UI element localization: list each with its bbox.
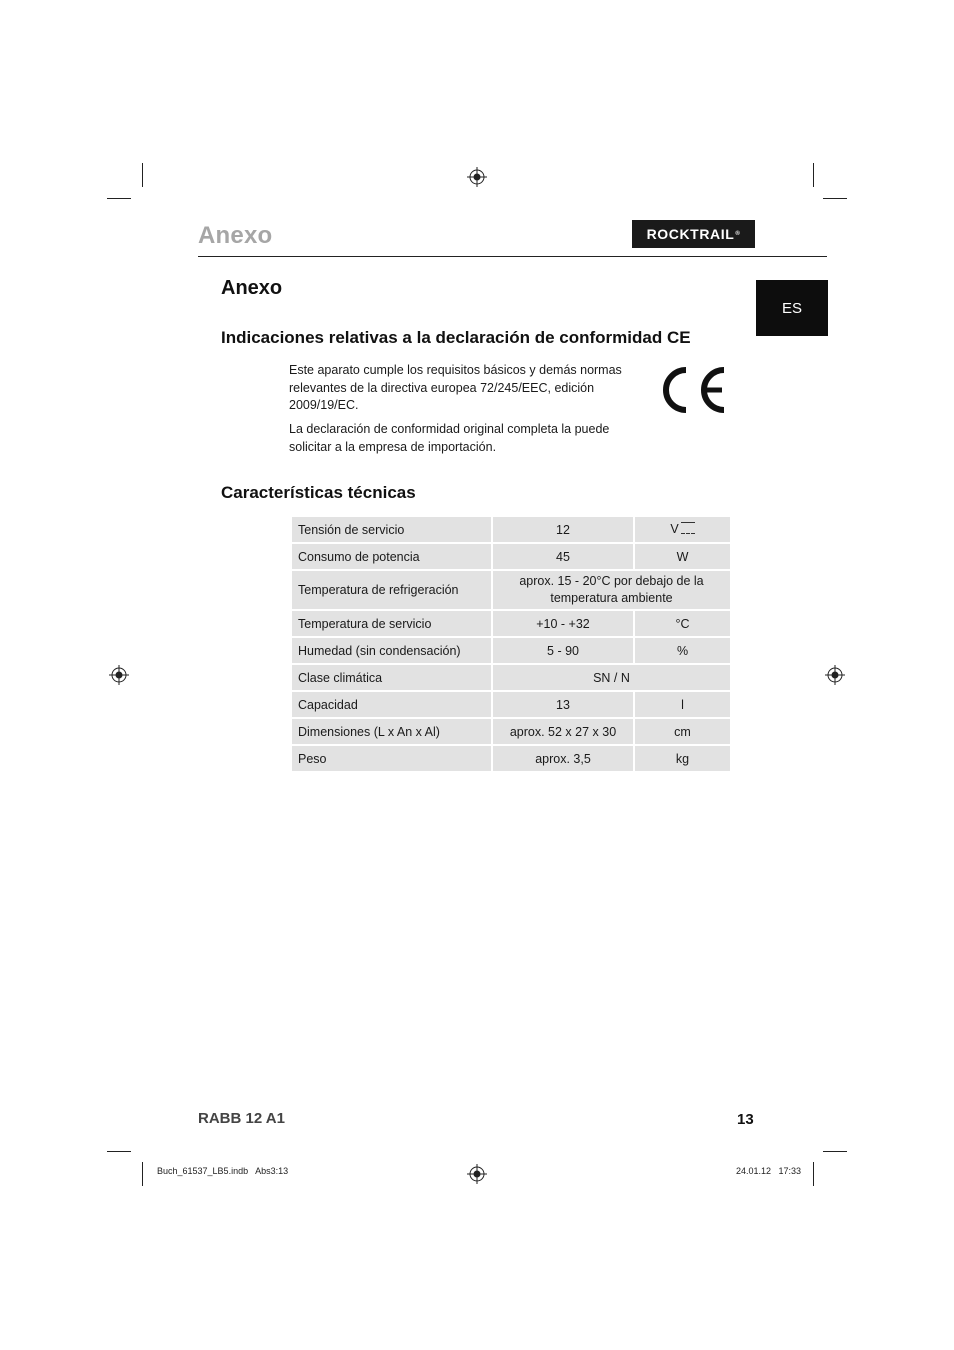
spec-value: 13 [492,691,634,718]
spec-label: Temperatura de servicio [291,610,492,637]
table-row [291,570,731,610]
ce-paragraph-1: Este aparato cumple los requisitos básicos y demás normas relevantes de la directiva europea 72/245/EEC, edición 2009/19/EC. [289,363,622,412]
registration-target-icon [467,167,487,187]
ce-paragraph-2: La declaración de conformidad original completa la puede solicitar a la empresa de importación. [289,422,610,454]
table-row [291,745,731,772]
registration-target-icon [467,1164,487,1184]
spec-value: 45 [492,543,634,570]
spec-value: aprox. 3,5 [492,745,634,772]
spec-value: SN / N [492,664,731,691]
crop-mark [142,163,143,187]
table-row [291,691,731,718]
table-row [291,516,731,543]
crop-mark [813,163,814,187]
section-title: Anexo [221,277,283,299]
specs-table [290,515,732,773]
crop-mark [823,1151,847,1152]
spec-value: 5 - 90 [492,637,634,664]
specs-heading: Características técnicas [221,483,416,502]
language-tab: ES [756,280,828,336]
header-title: Anexo [198,222,273,249]
table-row [291,637,731,664]
footer-model: RABB 12 A1 [198,1110,285,1127]
spec-unit [634,516,731,543]
crop-mark [142,1162,143,1186]
spec-value: aprox. 52 x 27 x 30 [492,718,634,745]
spec-unit: W [634,543,731,570]
registration-target-icon [825,665,845,685]
dc-voltage-icon [681,520,695,539]
slug-date: 24.01.12 17:33 [736,1166,802,1176]
slug-file: Buch_61537_LB5.indb Abs3:13 [157,1166,289,1176]
registration-target-icon [109,665,129,685]
crop-mark [107,1151,131,1152]
crop-mark [813,1162,814,1186]
table-row [291,718,731,745]
header-rule [198,256,827,257]
spec-label: Humedad (sin condensación) [291,637,492,664]
crop-mark [823,198,847,199]
brand-logo [632,220,755,248]
spec-label: Clase climática [291,664,492,691]
spec-label: Dimensiones (L x An x Al) [291,718,492,745]
brand-name: ROCKTRAIL [646,226,735,242]
ce-mark-icon [656,364,728,416]
spec-label: Tensión de servicio [291,516,492,543]
spec-unit: l [634,691,731,718]
spec-label: Peso [291,745,492,772]
spec-label: Consumo de potencia [291,543,492,570]
crop-mark [107,198,131,199]
table-row [291,664,731,691]
table-row [291,543,731,570]
spec-unit: cm [634,718,731,745]
spec-unit: °C [634,610,731,637]
ce-heading: Indicaciones relativas a la declaración de conformidad CE [221,328,691,347]
spec-value: 12 [492,516,634,543]
brand-registered-mark: ® [735,231,741,237]
spec-unit: kg [634,745,731,772]
spec-value: aprox. 15 - 20°C por debajo de la temperatura ambiente [492,570,731,610]
page-number: 13 [737,1111,754,1128]
spec-label: Temperatura de refrigeración [291,570,492,610]
table-row [291,610,731,637]
spec-label: Capacidad [291,691,492,718]
spec-unit: % [634,637,731,664]
spec-unit-text: V [670,521,679,536]
spec-value: +10 - +32 [492,610,634,637]
